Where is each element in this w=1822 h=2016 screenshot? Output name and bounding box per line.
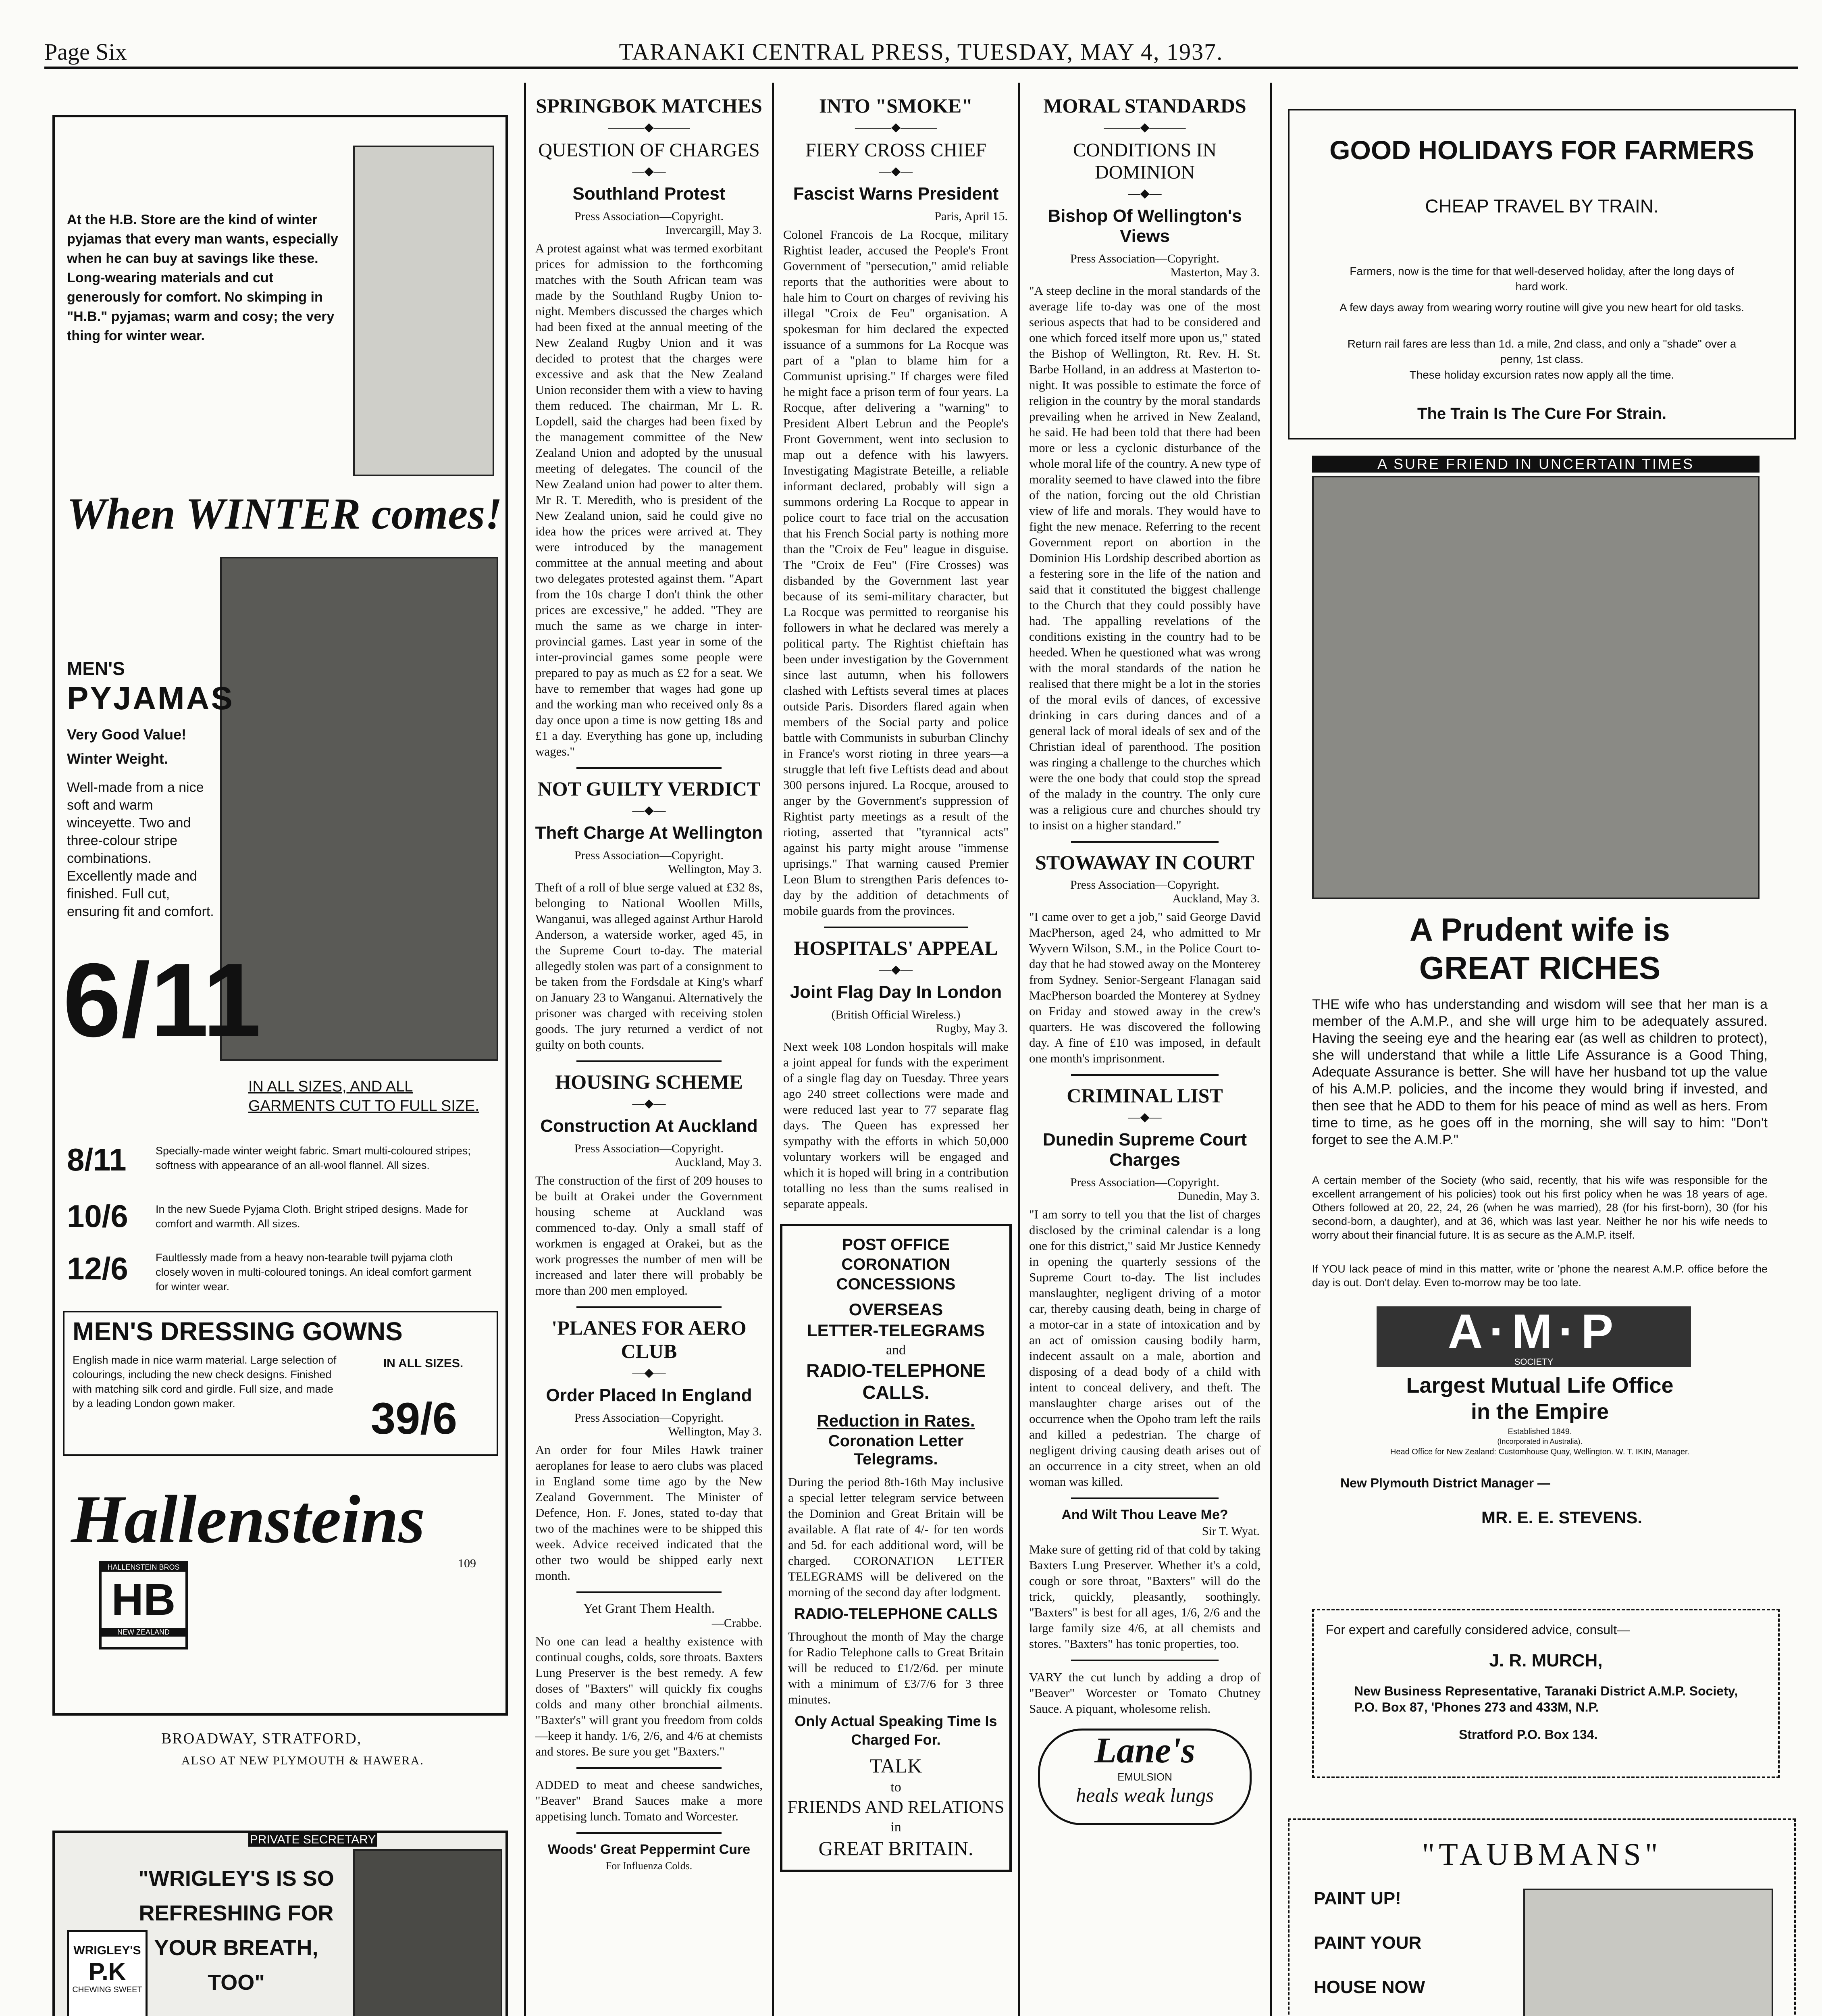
price-2: 10/6 <box>67 1198 128 1234</box>
article-body: Colonel Francois de La Rocque, military Rightist leader, accused the People's Front Government of "persecution," amid reliable reports that the authorities were about to hale him to Court on charges of reviving his illegal "Croix de Feu" organisation. A spokesman for him declared the expected issuance of a summons for La Rocque was part of a "plan to blame him for a Communist uprising." If charges were filed he might face a prison term of four years. La Rocque, after delivering a "warning" to President Albert Lebrun and the People's Front Government, went into seclusion to map out a defence with his lawyers. Investigating Magistrate Beteille, a reliable informant declared, probably will sign a summons ordering La Rocque to appear in police court to face trial on the accusation that his French Social party is nothing more than the "Croix de Feu" league in disguise. The "Croix de Feu" (Fire Crosses) was disbanded by the Government last year because of its semi-military character, but La Rocque was permitted to reorganise his followers in what he declared was merely a political party. The Rightist chieftain has been under investigation by the Government since last autumn, when his followers clashed with Leftists several times at places outside Paris. Disorders flared again when members of the Social party and police battle with Communists in suburban Clinchy in France's worst rioting in three years—a struggle that left five Leftists dead and about 300 persons injured. La Rocque, aroused to anger by the Government's suppression of Rightist party meetings as a result of the rioting, asserted that "tyrannical acts" against his party might arouse "immense uprisings." That warning caused Premier Leon Blum to strengthen Paris defences to-day by the addition of detachments of mobile guards from the provinces. <box>783 227 1009 918</box>
store-branches: ALSO AT NEW PLYMOUTH & HAWERA. <box>181 1754 424 1767</box>
subheadline: Order Placed In England <box>546 1385 752 1405</box>
amp-body-2: A certain member of the Society (who said, recently, that his wife was responsible for the excellent arrangement of his policies) took out his first policy when he was 18 years of age. Others followed at 20, 22, 24, 26 (when he was married), 28 (for his first-born), 30 (for his second-born, a daughter), and at 36, which was last year. Neither he nor his wife needs to worry about their financial future. It is as secure as the A.M.P. itself. <box>1312 1174 1768 1241</box>
murch-box: Stratford P.O. Box 134. <box>1459 1727 1598 1742</box>
ornament: ———◆——— <box>1104 121 1186 134</box>
divider <box>1071 1074 1219 1076</box>
dateline: Press Association—Copyright. <box>574 1411 724 1425</box>
divider <box>576 767 722 769</box>
dateline: Masterton, May 3. <box>1170 266 1260 279</box>
murch-name: J. R. MURCH, <box>1489 1651 1603 1670</box>
divider <box>1071 841 1219 843</box>
dressing-gowns-text: English made in nice warm material. Large selection of colourings, including the new check designs. Finished with matching silk cord and girdle. Full size, and made by a leading London gown maker. <box>73 1354 337 1410</box>
quote-title: And Wilt Thou Leave Me? <box>1061 1507 1228 1522</box>
amp-body-3: If YOU lack peace of mind in this matter, write or 'phone the nearest A.M.P. office before the day is out. Don't delay. Even to-morrow may be too late. <box>1312 1263 1768 1289</box>
dateline: Press Association—Copyright. <box>574 210 724 223</box>
dressing-gowns-title: MEN'S DRESSING GOWNS <box>73 1317 403 1346</box>
price-3: 12/6 <box>67 1251 128 1286</box>
headline: 'PLANES FOR AERO CLUB <box>551 1316 747 1362</box>
subheadline: Joint Flag Day In London <box>790 982 1002 1002</box>
ornament: —◆— <box>632 804 666 817</box>
article-body: "I came over to get a job," said George David MacPherson, aged 24, who admitted to Mr Wyvern Wilson, S.M., in the Police Court to-day that he had stowed away on the Monterey from Sydney. Senior-Sergeant Flanagan said MacPherson boarded the Monterey at Sydney on Friday and stowed away in the crew's quarters. He was discovered the following day. A fine of £10 was imposed, in default one month's imprisonment. <box>1029 910 1260 1065</box>
headline: INTO "SMOKE" <box>819 94 973 117</box>
ornament: —◆— <box>632 1366 666 1379</box>
masthead <box>44 38 1798 69</box>
murch-line-1: For expert and carefully considered advice, consult— <box>1326 1622 1630 1637</box>
dateline: Press Association—Copyright. <box>574 849 724 862</box>
divider <box>824 927 968 928</box>
subheadline: Southland Protest <box>572 184 726 204</box>
gowns-price: 39/6 <box>371 1394 458 1443</box>
amp-heading-2: GREAT RICHES <box>1419 950 1661 986</box>
column-rule <box>1270 83 1272 2016</box>
article-body: No one can lead a healthy existence with continual coughs, colds, sore throats. Baxters Lung Preserver is the best remedy. A few doses of "Baxters" will quickly fix coughs colds and many other bronchial ailments. "Baxter's" will grant you freedom from colds—keep it handy. 1/6, 2/6, and 4/6 at chemists and stores. Be sure you get "Baxters." <box>535 1634 763 1758</box>
hb-intro: At the H.B. Store are the kind of winter pyjamas that every man wants, especially when he can buy at savings like these. Long-wearing materials and cut generously for comfort. No skimping in "H.B." pyjamas; warm and cosy; the very thing for winter wear. <box>67 212 338 344</box>
divider <box>1071 1660 1219 1661</box>
ornament: —◆— <box>879 165 913 178</box>
column-rule <box>1018 83 1020 2016</box>
ad-number: 109 <box>458 1557 476 1570</box>
divider <box>576 1832 722 1834</box>
article-body: ADDED to meat and cheese sandwiches, "Beaver" Brand Sauces make a more appetising lunch. Tomato and Worcester. <box>535 1778 763 1823</box>
rail-ad-title: GOOD HOLIDAYS FOR FARMERS <box>1329 135 1754 165</box>
subheadline: Dunedin Supreme Court Charges <box>1042 1130 1247 1170</box>
newspaper-title: TARANAKI CENTRAL PRESS, TUESDAY, MAY 4, 1937. <box>619 39 1223 65</box>
dateline: Dunedin, May 3. <box>1177 1189 1260 1203</box>
hallensteins-ad <box>52 115 508 1716</box>
article-body: "I am sorry to tell you that the list of charges disclosed by the criminal calendar is a long one for this district," said Mr Justice Kennedy in opening the quarterly sessions of the Supreme Court to-day. The list includes manslaughter, negligent driving of a motor car, thereby causing death, being in charge of a motor-car in a state of intoxication and by an act of omission causing bodily harm, indecent assault on a male, abortion and disposing of a dead body of a child with intent to conceal delivery, and theft. The manslaughter charge arises out of the occurrence when the Opoho tram left the rails and killed a pedestrian. The charge of negligent driving causing death arises out of an occurrence in a city street, when an old woman was killed. <box>1029 1207 1260 1489</box>
taub-line-2: PAINT YOUR <box>1314 1933 1422 1953</box>
headline: CRIMINAL LIST <box>1067 1084 1223 1107</box>
rail-ad-text-4: These holiday excursion rates now apply all the time. <box>1409 369 1674 381</box>
wrigleys-slogan: "WRIGLEY'S IS SO REFRESHING FOR YOUR BREATH, TOO" <box>138 1866 334 1995</box>
dateline: (British Official Wireless.) <box>831 1008 961 1021</box>
store-address: BROADWAY, STRATFORD, <box>161 1730 362 1747</box>
taub-line-3: HOUSE NOW <box>1314 1977 1425 1997</box>
subheadline: Theft Charge At Wellington <box>535 823 763 843</box>
gowns-sizes: IN ALL SIZES. <box>383 1357 464 1370</box>
ornament: —◆— <box>632 1097 666 1110</box>
main-price: 6/11 <box>63 942 261 1059</box>
subheadline: Fascist Warns President <box>793 184 999 204</box>
dateline: Auckland, May 3. <box>674 1156 762 1169</box>
amp-incorporated: (Incorporated in Australia). <box>1497 1437 1583 1445</box>
dateline: Press Association—Copyright. <box>1070 878 1219 891</box>
dressing-gowns-box <box>63 1311 498 1456</box>
headline: MORAL STANDARDS <box>1043 94 1246 117</box>
amp-banner: A SURE FRIEND IN UNCERTAIN TIMES <box>1312 456 1760 473</box>
pyjamas-desc: Well-made from a nice soft and warm winceyette. Two and three-colour stripe combinations. Excellently made and finished. Full cut, ensuring fit and comfort. <box>67 780 214 919</box>
column-rule <box>772 83 774 2016</box>
ornament: ———◆——— <box>608 121 690 134</box>
weight-line: Winter Weight. <box>67 750 168 767</box>
amp-tagline-1: Largest Mutual Life Office <box>1406 1373 1674 1397</box>
dateline: Wellington, May 3. <box>668 862 762 876</box>
man-in-pyjamas-illustration <box>353 146 494 476</box>
price-1: 8/11 <box>67 1142 127 1177</box>
headline: QUESTION OF CHARGES <box>538 140 760 161</box>
column-4 <box>1022 87 1268 1825</box>
winter-banner: When WINTER comes! <box>67 489 502 538</box>
hallensteins-brand: Hallensteins <box>71 1481 425 1557</box>
article-body: The construction of the first of 209 houses to be built at Orakei under the Government housing scheme at Auckland was commenced to-day. Only a small staff of workmen is engaged at Orakei, but as the work progresses the number of men will be increased and later there will probably be more than 200 men employed. <box>535 1173 763 1297</box>
pyjamas-heading: PYJAMAS <box>67 680 234 716</box>
murch-details: New Business Representative, Taranaki District A.M.P. Society, P.O. Box 87, 'Phones 273 and 433M, N.P. <box>1354 1684 1738 1714</box>
divider <box>1071 1497 1219 1499</box>
column-2 <box>528 87 770 1872</box>
headline: HOUSING SCHEME <box>555 1070 743 1093</box>
headline: STOWAWAY IN COURT <box>1035 851 1254 874</box>
article-body: A protest against what was termed exorbitant prices for admission to the forthcoming matches with the South African team was made by the Southland Rugby Union to-night. Members discussed the charges which had been fixed at the annual meeting of the New Zealand Rugby Union and it was decided to protest that the charges were excessive and ask that the New Zealand Union reconsider them with a view to having them reduced. The chairman, Mr L. R. Lopdell, said the charges had been fixed by the management committee of the New Zealand Union and adopted by the unusual meeting of delegates. The council of the New Zealand union had power to alter them. Mr R. T. Meredith, who is president of the New Zealand union, said he could give no idea how the prices were arrived at. They were introduced by the management committee at the annual meeting and about two delegates protested against them. "Apart from the 10s charge I don't think the other prices are excessive," he added. "They are much the same as we charge in inter-provincial games. Last year in some of the inter-provincial games some people were prepared to pay as much as £2 for a seat. We have to remember that wages had gone up and the working man who received only 8s a day once upon a time is now getting 18s and £1 a day. Everything has gone up, including wages." <box>535 241 763 758</box>
ornament: —◆— <box>632 165 666 178</box>
price-3-text: Faultlessly made from a heavy non-tearable twill pyjama cloth closely woven in multi-coloured tonings. An ideal comfort garment for winter wear. <box>156 1252 472 1293</box>
headline: SPRINGBOK MATCHES <box>536 94 762 117</box>
woman-photo <box>353 1849 502 2016</box>
column-rule <box>524 83 526 2016</box>
footer-ad: Woods' Great Peppermint Cure <box>547 1842 751 1857</box>
subheadline: Construction At Auckland <box>540 1116 758 1136</box>
dateline: Paris, April 15. <box>934 210 1008 223</box>
quote-attribution: —Crabbe. <box>711 1616 762 1630</box>
article-body: Theft of a roll of blue serge valued at £32 8s, belonging to National Woollen Mills, Wanganui, was alleged against Arthur Harold Anderson, a waterside worker, aged 45, in the Supreme Court to-day. The material allegedly stolen was part of a consignment to be taken from the Fordsdale at King's wharf on January 23 to Wanganui. Alternatively the prisoner was charged with receiving stolen goods. The jury returned a verdict of not guilty on both counts. <box>535 880 763 1052</box>
divider <box>576 1767 722 1769</box>
amp-heading-1: A Prudent wife is <box>1409 912 1670 948</box>
rail-ad-tagline: The Train Is The Cure For Strain. <box>1417 405 1666 423</box>
ornament: —◆— <box>1128 187 1162 200</box>
article-body: VARY the cut lunch by adding a drop of "Beaver" Worcester or Tomato Chutney Sauce. A piquant, wholesome relish. <box>1029 1670 1260 1716</box>
article-body: An order for four Miles Hawk trainer aeroplanes for lease to aero clubs was placed in England some time ago by the New Zealand Government. The Minister of Defence, Hon. F. Jones, stated to-day that two of the machines were to be shipped this week. Advice received indicated that the other two would be shipped early next month. <box>535 1443 763 1583</box>
headline: FIERY CROSS CHIEF <box>805 140 986 161</box>
amp-established: Established 1849. <box>1508 1427 1572 1436</box>
article-body: "A steep decline in the moral standards of the average life to-day was one of the most serious aspects that had to be considered and one which forced itself more upon us," stated the Bishop of Wellington, Rt. Rev. H. St. Barbe Holland, in an address at Masterton to-night. It was possible to estimate the force of religion in the country by the moral standards prevailing when he arrived in New Zealand, he said. He had been told that there had been more or less a cyclonic disturbance of the whole moral life of the country. A new type of morality seemed to have clawed into the fibre of the nation, forcing out the old Christian view of life and morals. They would have to fight the new menace. Referring to the recent Government report on abortion in the Dominion His Lordship described abortion as a festering sore in the life of the nation and said that it constituted the biggest challenge to the Church that they could possibly have had. The appalling revelations of the conditions existing in the country had to be heeded. When he questioned what was wrong with the moral standards of the nation he realised that there might be a lot in the stories of the moral evils of dances, of excessive drinking in cars during dances and of a general lack of moral ideals of sex and of the Christian ideal of parenthood. The position was ringing a challenge to the churches which were the one body that could stop the spread of the malady in the country. The only cure was a religious cure and churches should try to insist on a higher standard." <box>1029 283 1260 832</box>
subheadline: Bishop Of Wellington's Views <box>1048 206 1242 246</box>
headline: CONDITIONS IN DOMINION <box>1073 140 1217 183</box>
amp-couple-photo <box>1312 476 1760 899</box>
rail-ad-text-3: Return rail fares are less than 1d. a mile, 2nd class, and only a "shade" over a penny, 1st class. <box>1347 337 1737 365</box>
ornament: ———◆——— <box>855 121 937 134</box>
divider <box>576 1306 722 1308</box>
amp-manager: MR. E. E. STEVENS. <box>1481 1508 1643 1527</box>
lanes-emulsion-ad: Lane's EMULSION heals weak lungs <box>1038 1729 1252 1825</box>
divider <box>576 1060 722 1062</box>
dateline: Invercargill, May 3. <box>665 223 762 237</box>
dateline: Press Association—Copyright. <box>1070 1176 1219 1189</box>
value-line: Very Good Value! <box>67 726 187 743</box>
headline: HOSPITALS' APPEAL <box>794 937 998 959</box>
amp-body-1: THE wife who has understanding and wisdom will see that her man is a member of the A.M.P., and she will urge him to be adequately assured. Having the seeing eye and the hearing ear (as well as children to protect), she will understand that while a little Life Assurance is a Good Thing, Adequate Assurance is better. She will have her husband tot up the value of his A.M.P. policies, and the income they would bring if invested, and then see that he ADD to them for his peace of mind as well as hers. From time to time, as he goes off in the morning, she will say to him: "Don't forget to see the A.M.P." <box>1312 997 1768 1148</box>
rail-ad-text-2: A few days away from wearing worry routine will give you new heart for old tasks. <box>1339 301 1744 314</box>
rail-ad-subtitle: CHEAP TRAVEL BY TRAIN. <box>1425 196 1659 217</box>
ornament: —◆— <box>1128 1110 1162 1124</box>
murch-notice <box>1312 1609 1780 1778</box>
footer-ad-sub: For Influenza Colds. <box>605 1860 693 1872</box>
dateline: Auckland, May 3. <box>1172 892 1260 905</box>
taubmans-title: "TAUBMANS" <box>1422 1837 1662 1872</box>
headline: NOT GUILTY VERDICT <box>537 777 761 800</box>
amp-district: New Plymouth District Manager — <box>1340 1476 1550 1490</box>
column-3 <box>776 87 1016 1872</box>
mens-label: MEN'S <box>67 658 125 679</box>
divider <box>576 1591 722 1593</box>
rail-ad-text-1: Farmers, now is the time for that well-deserved holiday, after the long days of hard work. <box>1350 265 1734 293</box>
amp-head-office: Head Office for New Zealand: Customhouse Quay, Wellington. W. T. IKIN, Manager. <box>1390 1447 1690 1456</box>
house-illustration <box>1523 1889 1773 2016</box>
quote-title: Yet Grant Them Health. <box>583 1601 715 1616</box>
price-2-text: In the new Suede Pyjama Cloth. Bright striped designs. Made for comfort and warmth. All sizes. <box>156 1203 468 1230</box>
private-secretary-tag: PRIVATE SECRETARY <box>248 1833 377 1847</box>
page-number: Page Six <box>44 39 127 65</box>
quote-attribution: Sir T. Wyat. <box>1202 1524 1260 1538</box>
dateline: Press Association—Copyright. <box>574 1142 724 1155</box>
dateline: Wellington, May 3. <box>668 1425 762 1438</box>
price-1-text: Specially-made winter weight fabric. Smart multi-coloured stripes; softness with appearance of an all-wool flannel. All sizes. <box>156 1145 471 1171</box>
post-office-ad: POST OFFICE CORONATION CONCESSIONS OVERSEAS LETTER-TELEGRAMS and RADIO-TELEPHONE CALLS. Reduction in Rates. Coronation Letter Telegrams. During the period 8th-16th May inclusive a special letter telegram service between the Dominion and Great Britain will be available. A flat rate of 4/- for ten words and 5d. for each additional word, will be charged. CORONATION LETTER TELEGRAMS will be delivered on the morning of the second day after lodgment. RADIO-TELEPHONE CALLS Throughout the month of May the charge for Radio Telephone calls to Great Britain will be reduced to £1/2/6d. per minute with a minimum of £3/7/6 for 3 three minutes. Only Actual Speaking Time Is Charged For. TALK to FRIENDS AND RELATIONS in GREAT BRITAIN. <box>780 1224 1012 1872</box>
dateline: Press Association—Copyright. <box>1070 252 1219 265</box>
wrigleys-ad <box>52 1831 508 2016</box>
wrigleys-pack: WRIGLEY'S P.K CHEWING SWEET <box>67 1930 148 2016</box>
rail-holidays-ad <box>1288 109 1796 439</box>
sizes-note: IN ALL SIZES, AND ALL GARMENTS CUT TO FULL SIZE. <box>248 1078 479 1114</box>
taub-line-1: PAINT UP! <box>1314 1889 1401 1908</box>
article-body: Next week 108 London hospitals will make a joint appeal for funds with the experiment of a single flag day on Tuesday. Three years ago 240 street collections were made and were reduced last year to 77 separate flag days. The Queen has expressed her sympathy with the efforts in which 50,000 voluntary workers will be engaged and which it is hoped will bring in a contribution totalling no less than the sums realised in separate appeals. <box>783 1039 1009 1211</box>
amp-ad <box>1284 456 1796 1581</box>
article-body: Make sure of getting rid of that cold by taking Baxters Lung Preserver. Whether it's a cold, cough or sore throat, "Baxters" will do the trick, quickly, pleasantly, soothingly. "Baxters" is best for all ages, 1/6, 2/6 and the large family size 4/6, at all chemists and stores. "Baxters" has tonic properties, too. <box>1029 1542 1260 1651</box>
hb-logo: HALLENSTEIN BROS HB NEW ZEALAND <box>99 1561 188 1649</box>
dateline: Rugby, May 3. <box>936 1022 1008 1035</box>
amp-logo: A·M·P SOCIETY <box>1377 1306 1691 1367</box>
taubmans-ad <box>1288 1818 1796 2016</box>
pyjamas-photo <box>220 557 498 1061</box>
ornament: —◆— <box>879 963 913 976</box>
amp-tagline-2: in the Empire <box>1470 1400 1609 1424</box>
